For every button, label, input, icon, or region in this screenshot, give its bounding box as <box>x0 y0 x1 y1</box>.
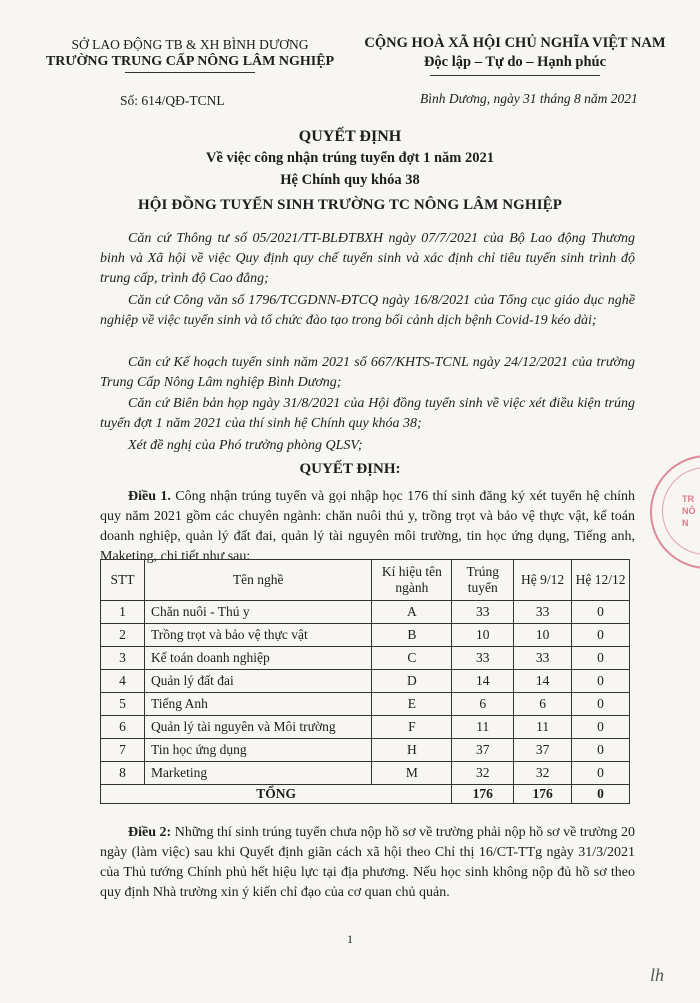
initials-signature: lh <box>650 965 665 985</box>
cell: 0 <box>572 739 630 762</box>
cell: Quản lý đất đai <box>144 670 371 693</box>
cell: 3 <box>101 647 145 670</box>
cell: 14 <box>514 670 572 693</box>
cell: 8 <box>101 762 145 785</box>
motto-underline <box>430 75 600 76</box>
cell: 0 <box>572 670 630 693</box>
document-subtitle-2: Hệ Chính quy khóa 38 <box>280 172 420 188</box>
cell: 4 <box>101 670 145 693</box>
cell: Trồng trọt và bảo vệ thực vật <box>144 624 371 647</box>
cell: Marketing <box>144 762 371 785</box>
admission-table <box>100 559 630 804</box>
cell: 37 <box>452 739 514 762</box>
cell: 0 <box>572 693 630 716</box>
legal-basis-item: Xét đề nghị của Phó trưởng phòng QLSV; <box>128 438 363 453</box>
cell: 0 <box>572 624 630 647</box>
article-2-label: Điều 2: <box>128 825 172 840</box>
total-cell: 176 <box>452 785 514 804</box>
cell: Quản lý tài nguyên và Môi trường <box>144 716 371 739</box>
council-name: HỘI ĐỒNG TUYỂN SINH TRƯỜNG TC NÔNG LÂM NGHIỆP <box>138 197 562 213</box>
cell: 37 <box>514 739 572 762</box>
col-header: Hệ 9/12 <box>514 560 572 601</box>
table-row <box>101 716 630 739</box>
table-total-row <box>101 785 630 804</box>
cell: F <box>372 716 452 739</box>
legal-basis-item: Căn cứ Kế hoạch tuyển sinh năm 2021 số 667/KHTS-TCNL ngày 24/12/2021 của trường Trung Cấp Nông Lâm nghiệp Bình Dương; <box>100 355 635 390</box>
decision-heading: QUYẾT ĐỊNH: <box>299 461 401 477</box>
cell: M <box>372 762 452 785</box>
cell: 10 <box>452 624 514 647</box>
national-name: CỘNG HOÀ XÃ HỘI CHỦ NGHĨA VIỆT NAM <box>364 35 666 51</box>
table-row <box>101 624 630 647</box>
table-row <box>101 601 630 624</box>
table-row <box>101 647 630 670</box>
document-number: Số: 614/QĐ-TCNL <box>120 93 225 108</box>
cell: 0 <box>572 762 630 785</box>
table-row <box>101 670 630 693</box>
cell: 0 <box>572 716 630 739</box>
col-header: Hệ 12/12 <box>572 560 630 601</box>
cell: 0 <box>572 601 630 624</box>
cell: 33 <box>514 647 572 670</box>
cell: Chăn nuôi - Thú y <box>144 601 371 624</box>
cell: 7 <box>101 739 145 762</box>
cell: 6 <box>101 716 145 739</box>
cell: 6 <box>452 693 514 716</box>
cell: 0 <box>572 647 630 670</box>
cell: 2 <box>101 624 145 647</box>
cell: B <box>372 624 452 647</box>
article-2-text: Những thí sinh trúng tuyển chưa nộp hồ sơ về trường phải nộp hồ sơ về trường 20 ngày (làm việc) sau khi Quyết định giãn cách xã hội theo Chỉ thị 16/CT-TTg ngày 31/3/2021 của Thủ tướng Chính phủ hết hiệu lực tại địa phương. Nếu học sinh không nộp đủ hồ sơ theo quy định Nhà trường xin ý kiến chỉ đạo của cơ quan chủ quản. <box>100 825 635 900</box>
national-motto: Độc lập – Tự do – Hạnh phúc <box>423 54 607 70</box>
table-row <box>101 762 630 785</box>
cell: 11 <box>514 716 572 739</box>
table-row <box>101 693 630 716</box>
cell: 32 <box>452 762 514 785</box>
col-header: Tên nghề <box>144 560 371 601</box>
document-date: Bình Dương, ngày 31 tháng 8 năm 2021 <box>420 91 638 106</box>
document-subtitle: Về việc công nhận trúng tuyển đợt 1 năm 2021 <box>206 150 494 166</box>
seal-fragment: TR NÔ N <box>682 494 696 528</box>
page-number: 1 <box>347 932 353 946</box>
cell: H <box>372 739 452 762</box>
total-label: TỔNG <box>101 785 452 804</box>
table-header-row <box>101 560 630 601</box>
issuer-header <box>40 36 340 73</box>
total-cell: 176 <box>514 785 572 804</box>
legal-basis-item: Căn cứ Thông tư số 05/2021/TT-BLĐTBXH ngày 07/7/2021 của Bộ Lao động Thương binh và Xã hội về việc Quy định quy chế tuyển sinh và xác định chỉ tiêu tuyển sinh trình độ trung cấp, trình độ Cao đẳng; <box>100 231 635 286</box>
cell: 33 <box>514 601 572 624</box>
national-header <box>360 34 670 76</box>
col-header: Trúng tuyển <box>452 560 514 601</box>
legal-basis-item: Căn cứ Công văn số 1796/TCGDNN-ĐTCQ ngày 16/8/2021 của Tổng cục giáo dục nghề nghiệp về việc tuyển sinh và tổ chức đào tạo trong bối cảnh dịch bệnh Covid-19 kéo dài; <box>100 293 635 328</box>
cell: 1 <box>101 601 145 624</box>
header-underline <box>125 72 255 73</box>
cell: 33 <box>452 647 514 670</box>
cell: 14 <box>452 670 514 693</box>
total-cell: 0 <box>572 785 630 804</box>
cell: 11 <box>452 716 514 739</box>
table-row <box>101 739 630 762</box>
cell: D <box>372 670 452 693</box>
cell: 10 <box>514 624 572 647</box>
cell: Tin học ứng dụng <box>144 739 371 762</box>
article-1-text: Công nhận trúng tuyển và gọi nhập học 176 thí sinh đăng ký xét tuyển hệ chính quy năm 2021 gồm các chuyên ngành: chăn nuôi thú y, trồng trọt và bảo vệ thực vật, kế toán doanh nghiệp, quản lý đất đai, quản lý tài nguyên môi trường, tin học ứng dụng, Tiếng anh, Maketing, chi tiết như sau: <box>100 489 636 564</box>
article-2 <box>100 823 635 903</box>
cell: 32 <box>514 762 572 785</box>
cell: C <box>372 647 452 670</box>
col-header: Kí hiệu tên ngành <box>372 560 452 601</box>
document-title: QUYẾT ĐỊNH <box>298 128 402 145</box>
legal-basis-item: Căn cứ Biên bản họp ngày 31/8/2021 của Hội đồng tuyển sinh về việc xét điều kiện trúng tuyển đợt 1 năm 2021 của thí sinh hệ Chính quy khóa 38; <box>100 396 635 431</box>
issuer-department: SỞ LAO ĐỘNG TB & XH BÌNH DƯƠNG <box>71 37 309 52</box>
article-1 <box>100 487 635 567</box>
issuer-school: TRƯỜNG TRUNG CẤP NÔNG LÂM NGHIỆP <box>45 54 335 69</box>
cell: 33 <box>452 601 514 624</box>
cell: 5 <box>101 693 145 716</box>
cell: A <box>372 601 452 624</box>
cell: Kế toán doanh nghiệp <box>144 647 371 670</box>
cell: 6 <box>514 693 572 716</box>
cell: E <box>372 693 452 716</box>
col-header: STT <box>101 560 145 601</box>
article-1-label: Điều 1. <box>128 489 171 504</box>
cell: Tiếng Anh <box>144 693 371 716</box>
